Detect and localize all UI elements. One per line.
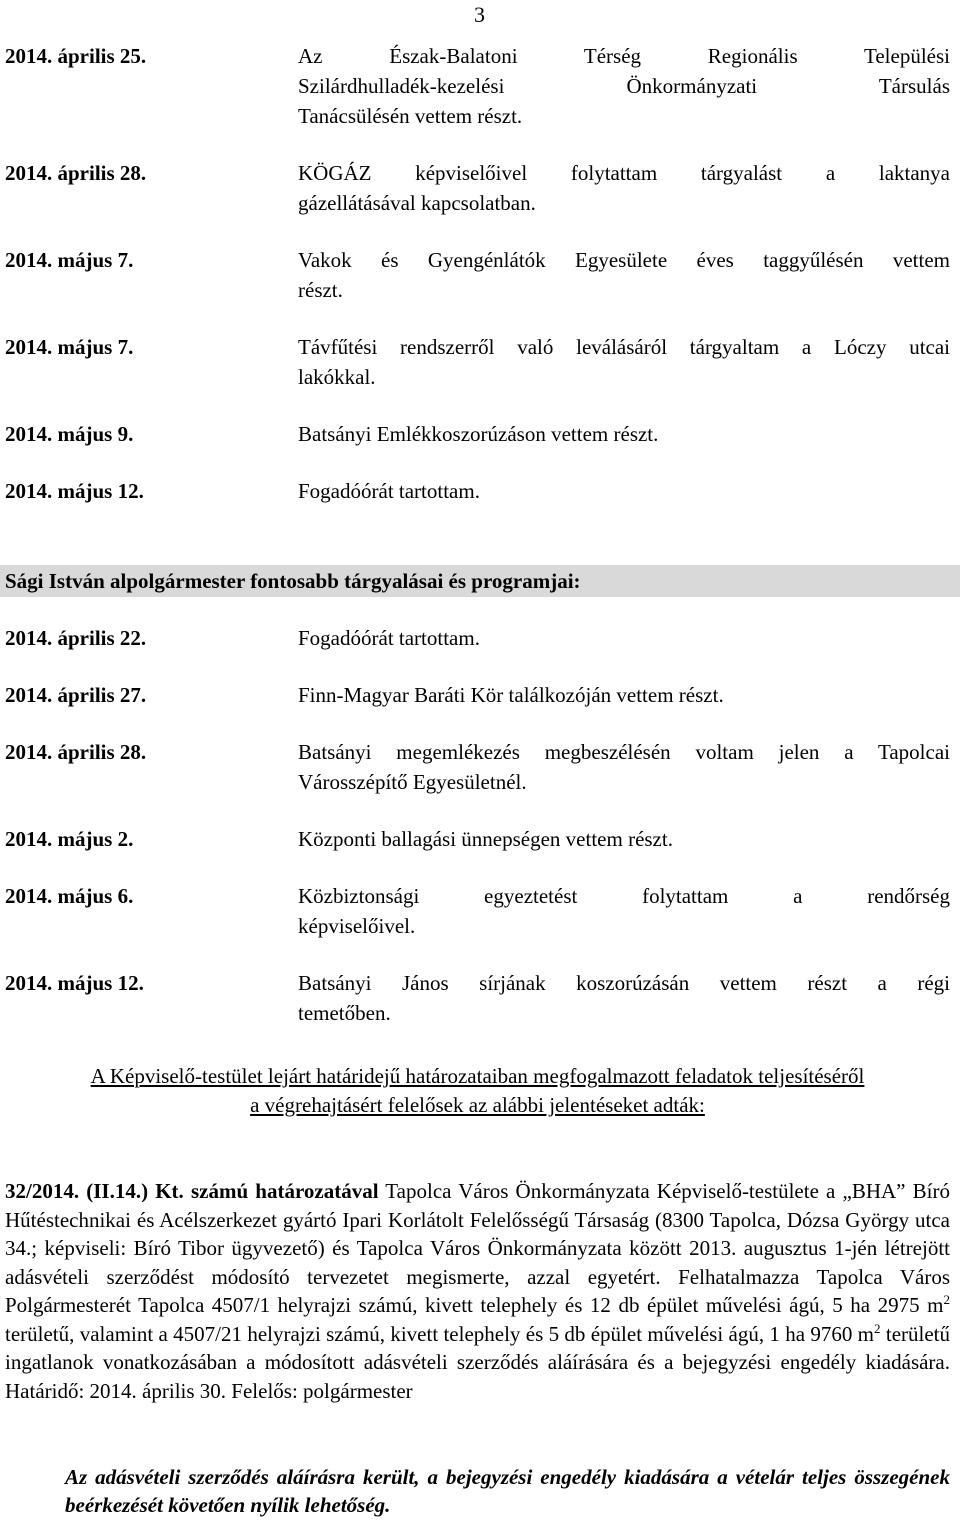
entry-text-line: lakókkal.: [298, 365, 376, 389]
entry-text: [298, 968, 950, 1028]
entry-date: 2014. május 12.: [5, 479, 144, 503]
entry-date: 2014. május 2.: [5, 827, 134, 851]
resolution-paragraph: [5, 1177, 950, 1405]
entry-text: [298, 737, 950, 797]
schedule-entry: [5, 476, 950, 506]
entry-date: 2014. április 27.: [5, 683, 147, 707]
entry-date: 2014. május 7.: [5, 335, 134, 359]
entry-text: [298, 476, 950, 506]
schedule-entry: [5, 680, 950, 710]
schedule-entry: [5, 158, 950, 218]
entry-text-line: részt.: [298, 278, 343, 302]
entry-text-line: Központi ballagási ünnepségen vettem részt.: [298, 827, 673, 851]
entry-text-line: Fogadóórát tartottam.: [298, 626, 480, 650]
section-heading: Sági István alpolgármester fontosabb tárgyalásai és programjai:: [0, 565, 960, 597]
entry-text-line: Szilárdhulladék-kezelési Önkormányzati Társulás: [298, 74, 950, 98]
entry-text: [298, 680, 950, 710]
schedule-entry: [5, 41, 950, 131]
entry-date: 2014. május 9.: [5, 422, 134, 446]
entry-text-line: Az Észak-Balatoni Térség Regionális Települési: [298, 44, 950, 68]
entry-text: [298, 41, 950, 131]
schedule-entry: [5, 824, 950, 854]
schedule-entry: [5, 737, 950, 797]
schedule-entry: [5, 419, 950, 449]
entry-text: [298, 623, 950, 653]
schedule-entry: [5, 332, 950, 392]
entry-text-line: gázellátásával kapcsolatban.: [298, 191, 536, 215]
entry-date: 2014. május 7.: [5, 248, 134, 272]
entry-text-line: Távfűtési rendszerről való leválásáról tárgyaltam a Lóczy utcai: [298, 335, 950, 359]
entry-text-line: KÖGÁZ képviselőivel folytattam tárgyalást a laktanya: [298, 161, 950, 185]
entry-text-line: Fogadóórát tartottam.: [298, 479, 480, 503]
report-heading-line: A Képviselő-testület lejárt határidejű határozataiban megfogalmazott feladatok teljesítéséről: [90, 1064, 865, 1088]
implementation-note: Az adásvételi szerződés aláírásra került, a bejegyzési engedély kiadására a vételár teljes összegének beérkezését követően nyílik lehetőség.: [65, 1465, 950, 1517]
mayor-schedule-list: [5, 41, 950, 533]
entry-text-line: Vakok és Gyengénlátók Egyesülete éves taggyűlésén vettem: [298, 248, 950, 272]
entry-date: 2014. május 6.: [5, 884, 134, 908]
entry-text: [298, 824, 950, 854]
entry-text: [298, 419, 950, 449]
entry-date: 2014. április 25.: [5, 44, 147, 68]
resolution-text: területű ingatlanok vonatkozásában a módosított adásvételi szerződés aláírására és a bejegyzési engedély kiadására. Határidő: 2014. április 30. Felelős: polgármester: [5, 1321, 950, 1403]
entry-text-line: Városszépítő Egyesületnél.: [298, 770, 527, 794]
deputy-mayor-schedule-list: [5, 623, 950, 1055]
entry-text-line: temetőben.: [298, 1001, 391, 1025]
resolution-ref-suffix: számú határozatával: [190, 1179, 379, 1203]
entry-text: [298, 158, 950, 218]
resolution-text: Tapolca Város Önkormányzata Képviselő-testülete a „BHA” Bíró Hűtéstechnikai és Acélszerkezet gyártó Ipari Korlátolt Felelősségű Társaság (8300 Tapolca, Dózsa György utca 34.; képviseli: Bíró Tibor ügyvezető) és Tapolca Város Önkormányzata között 2013. augusztus 1-jén létrejött adásvételi szerződést módosító tervezetet megismerte, azzal egyetért. Felhatalmazza Tapolca Város Polgármesterét Tapolca 4507/1 helyrajzi számú, kivett telephely és 12 db épület művelési ágú, 5 ha 2975 m: [5, 1179, 950, 1317]
entry-text-line: Finn-Magyar Baráti Kör találkozóján vettem részt.: [298, 683, 724, 707]
report-heading: [5, 1062, 950, 1120]
entry-text-line: Batsányi megemlékezés megbeszélésén voltam jelen a Tapolcai: [298, 740, 950, 764]
report-heading-line: a végrehajtásért felelősek az alábbi jelentéseket adták:: [250, 1093, 705, 1117]
resolution-text: területű, valamint a 4507/21 helyrajzi számú, kivett telephely és 5 db épület művelési ágú, 1 ha 9760 m: [5, 1321, 875, 1346]
schedule-entry: [5, 881, 950, 941]
resolution-ref: 32/2014. (II.14.) Kt.: [5, 1179, 184, 1203]
entry-text-line: Közbiztonsági egyeztetést folytattam a rendőrség: [298, 884, 950, 908]
entry-text-line: Batsányi János sírjának koszorúzásán vettem részt a régi: [298, 971, 950, 995]
page-number: 3: [474, 2, 485, 27]
superscript: 2: [943, 1292, 950, 1307]
entry-text-line: képviselőivel.: [298, 914, 416, 938]
superscript: 2: [874, 1320, 881, 1336]
entry-text: [298, 245, 950, 305]
entry-date: 2014. április 28.: [5, 161, 147, 185]
entry-text: [298, 332, 950, 392]
entry-date: 2014. április 28.: [5, 740, 147, 764]
entry-text-line: Tanácsülésén vettem részt.: [298, 104, 523, 128]
entry-date: 2014. május 12.: [5, 971, 144, 995]
schedule-entry: [5, 623, 950, 653]
entry-date: 2014. április 22.: [5, 626, 147, 650]
entry-text: [298, 881, 950, 941]
schedule-entry: [5, 245, 950, 305]
schedule-entry: [5, 968, 950, 1028]
entry-text-line: Batsányi Emlékkoszorúzáson vettem részt.: [298, 422, 659, 446]
